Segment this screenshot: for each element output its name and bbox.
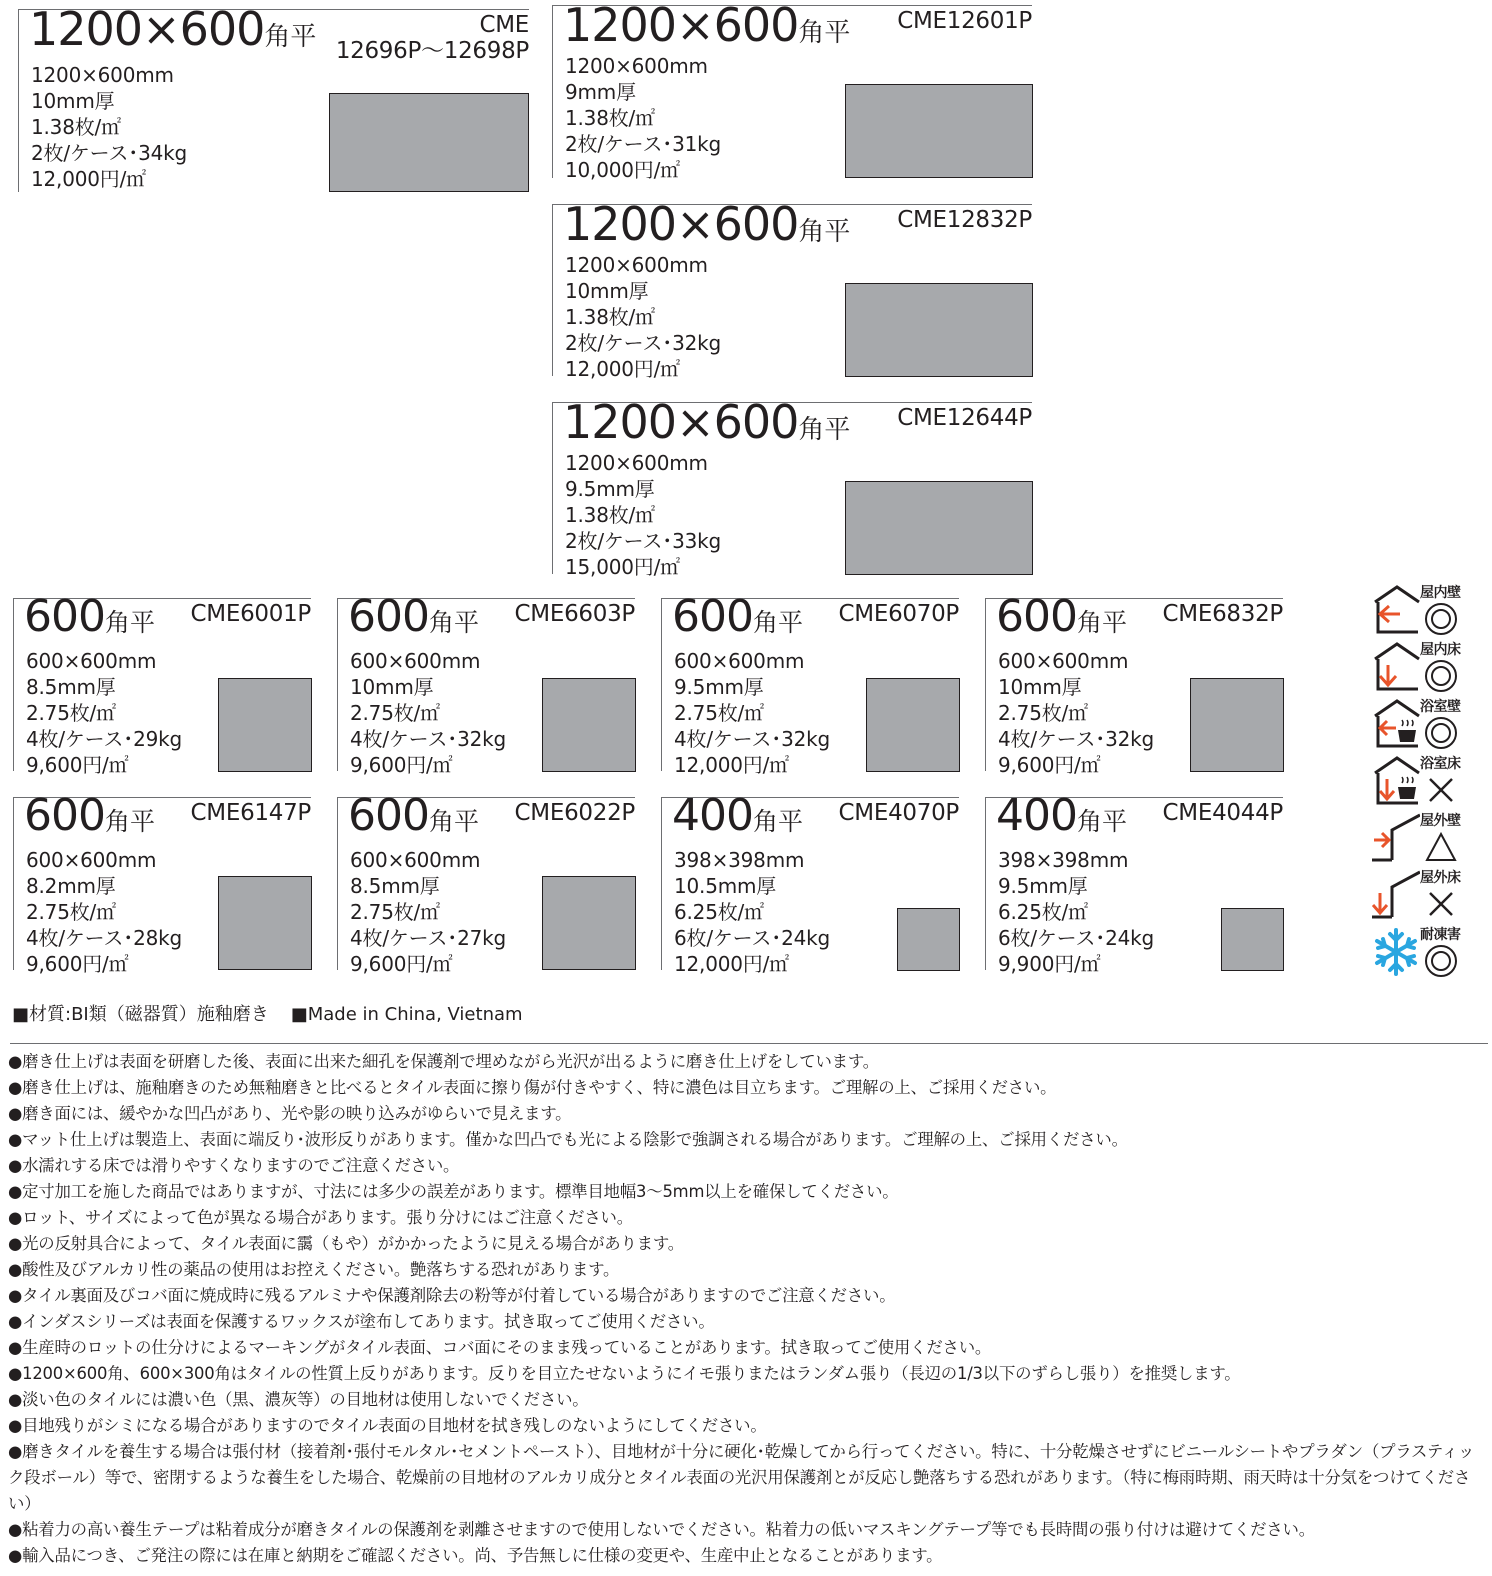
product-card [985, 790, 1283, 976]
double-circle-icon [1424, 716, 1458, 750]
triangle-mark-icon [1424, 830, 1458, 864]
legend-item-frost-resistance [1372, 924, 1484, 981]
product-count-per-sqm: 1.38枚/㎡ [565, 305, 655, 329]
product-thickness: 8.2mm厚 [26, 874, 116, 898]
product-price: 9,600円/㎡ [350, 952, 453, 976]
product-thickness: 8.5mm厚 [26, 675, 116, 699]
product-code: CME6001P [190, 601, 311, 627]
note-item: ●目地残りがシミになる場合がありますのでタイル表面の目地材を拭き残しのないようにしてください。 [8, 1416, 767, 1435]
tile-swatch [845, 283, 1033, 377]
product-count-per-sqm: 2.75枚/㎡ [26, 900, 116, 924]
legend-label: 浴室壁 [1420, 699, 1461, 715]
product-thickness: 9.5mm厚 [998, 874, 1088, 898]
product-price: 12,000円/㎡ [31, 167, 146, 191]
product-count-per-sqm: 2.75枚/㎡ [350, 701, 440, 725]
product-price: 9,600円/㎡ [26, 753, 129, 777]
product-title: 600角平 [348, 591, 479, 642]
product-case: 2枚/ケース･31kg [565, 132, 721, 156]
product-code: CME6147P [190, 800, 311, 826]
double-circle-icon [1424, 944, 1458, 978]
product-card [337, 790, 635, 976]
tile-swatch [845, 481, 1033, 575]
product-case: 4枚/ケース･28kg [26, 926, 182, 950]
product-thickness: 10mm厚 [350, 675, 434, 699]
note-item: ●酸性及びアルカリ性の薬品の使用はお控えください。艶落ちする恐れがあります。 [8, 1260, 620, 1279]
product-size: 398×398mm [998, 848, 1129, 872]
product-code: CME12644P [897, 405, 1032, 431]
product-size: 1200×600mm [565, 451, 708, 475]
product-title: 600角平 [348, 790, 479, 841]
product-count-per-sqm: 1.38枚/㎡ [565, 503, 655, 527]
product-thickness: 8.5mm厚 [350, 874, 440, 898]
product-count-per-sqm: 2.75枚/㎡ [674, 701, 764, 725]
legend-item-outdoor-wall [1372, 810, 1484, 867]
product-code: CME6832P [1162, 601, 1283, 627]
notes-list [8, 1049, 1488, 1569]
material-type: ■材質:BI類（磁器質）施釉磨き [12, 1004, 269, 1025]
product-count-per-sqm: 2.75枚/㎡ [350, 900, 440, 924]
note-item: ●磨き面には、緩やかな凹凸があり、光や影の映り込みがゆらいで見えます。 [8, 1104, 572, 1123]
product-card [985, 591, 1283, 777]
product-count-per-sqm: 6.25枚/㎡ [674, 900, 764, 924]
product-size: 600×600mm [26, 649, 157, 673]
product-thickness: 10mm厚 [565, 279, 649, 303]
product-price: 10,000円/㎡ [565, 158, 680, 182]
product-count-per-sqm: 2.75枚/㎡ [26, 701, 116, 725]
product-size: 600×600mm [26, 848, 157, 872]
product-case: 4枚/ケース･29kg [26, 727, 182, 751]
product-title: 600角平 [672, 591, 803, 642]
outdoor-floor-icon [1372, 869, 1420, 921]
product-price: 9,600円/㎡ [26, 952, 129, 976]
product-case: 6枚/ケース･24kg [998, 926, 1154, 950]
product-code: CME4070P [838, 800, 959, 826]
legend-label: 屋外床 [1420, 870, 1461, 886]
note-item: ●粘着力の高い養生テープは粘着成分が磨きタイルの保護剤を剥離させますので使用しないでください。粘着力の低いマスキングテープ等でも長時間の張り付けは避けてください。 [8, 1520, 1315, 1539]
product-code: CME6070P [838, 601, 959, 627]
product-size: 1200×600mm [565, 54, 708, 78]
legend-item-indoor-wall [1372, 582, 1484, 639]
product-size: 1200×600mm [565, 253, 708, 277]
product-thickness: 10mm厚 [998, 675, 1082, 699]
product-size: 600×600mm [350, 848, 481, 872]
tile-swatch [1221, 908, 1284, 971]
note-item: ●インダスシリーズは表面を保護するワックスが塗布してあります。拭き取ってご使用ください。 [8, 1312, 715, 1331]
product-count-per-sqm: 1.38枚/㎡ [31, 115, 121, 139]
product-case: 2枚/ケース･33kg [565, 529, 721, 553]
product-price: 9,600円/㎡ [350, 753, 453, 777]
usage-legend [1372, 582, 1484, 981]
tile-swatch [845, 84, 1033, 178]
tile-swatch [897, 908, 960, 971]
tile-swatch [218, 876, 312, 970]
snowflake-icon [1372, 926, 1420, 978]
product-title: 1200×600角平 [563, 0, 851, 52]
product-size: 600×600mm [998, 649, 1129, 673]
double-circle-icon [1424, 659, 1458, 693]
note-item: ●定寸加工を施した商品ではありますが、寸法には多少の誤差があります。標準目地幅3～5mm以上を確保してください。 [8, 1182, 899, 1201]
product-card [552, 197, 1032, 381]
product-code: CME12601P [897, 8, 1032, 34]
product-price: 15,000円/㎡ [565, 555, 680, 579]
note-item: ●光の反射具合によって、タイル表面に靄（もや）がかかったように見える場合があります。 [8, 1234, 684, 1253]
legend-item-bath-wall [1372, 696, 1484, 753]
note-item: ●生産時のロットの仕分けによるマーキングがタイル表面、コバ面にそのまま残っていることがあります。拭き取ってご使用ください。 [8, 1338, 992, 1357]
legend-label: 屋内壁 [1420, 585, 1461, 601]
product-thickness: 9.5mm厚 [674, 675, 764, 699]
product-size: 600×600mm [674, 649, 805, 673]
product-card [13, 591, 311, 777]
product-thickness: 10.5mm厚 [674, 874, 777, 898]
tile-swatch [218, 678, 312, 772]
product-code: CME 12696P～12698P [335, 12, 529, 64]
origin: ■Made in China, Vietnam [290, 1004, 523, 1025]
product-price: 9,900円/㎡ [998, 952, 1101, 976]
tile-swatch [542, 678, 636, 772]
outdoor-wall-icon [1372, 812, 1420, 864]
product-count-per-sqm: 2.75枚/㎡ [998, 701, 1088, 725]
legend-label: 屋内床 [1420, 642, 1461, 658]
bath-wall-icon [1372, 698, 1420, 750]
note-item: ●タイル裏面及びコバ面に焼成時に残るアルミナや保護剤除去の粉等が付着している場合がありますのでご注意ください。 [8, 1286, 896, 1305]
legend-item-indoor-floor [1372, 639, 1484, 696]
product-card [552, 395, 1032, 579]
tile-swatch [542, 876, 636, 970]
note-item: ●マット仕上げは製造上、表面に端反り･波形反りがあります。僅かな凹凸でも光による陰影で強調される場合があります。ご理解の上、ご採用ください。 [8, 1130, 1128, 1149]
product-price: 12,000円/㎡ [674, 952, 789, 976]
product-title: 400角平 [996, 790, 1127, 841]
tile-swatch [1190, 678, 1284, 772]
note-item: ●輸入品につき、ご発注の際には在庫と納期をご確認ください。尚、予告無しに仕様の変更や、生産中止となることがあります。 [8, 1546, 943, 1565]
product-thickness: 10mm厚 [31, 89, 115, 113]
double-circle-icon [1424, 602, 1458, 636]
product-title: 1200×600角平 [563, 395, 851, 449]
product-case: 2枚/ケース･34kg [31, 141, 187, 165]
product-price: 12,000円/㎡ [674, 753, 789, 777]
product-title: 600角平 [24, 790, 155, 841]
product-thickness: 9mm厚 [565, 80, 636, 104]
product-case: 4枚/ケース･32kg [998, 727, 1154, 751]
product-size: 600×600mm [350, 649, 481, 673]
note-item: ●磨き仕上げは表面を研磨した後、表面に出来た細孔を保護剤で埋めながら光沢が出るように磨き仕上げをしています。 [8, 1052, 879, 1071]
indoor-floor-icon [1372, 641, 1420, 693]
note-item: ●水濡れする床では滑りやすくなりますのでご注意ください。 [8, 1156, 460, 1175]
product-count-per-sqm: 6.25枚/㎡ [998, 900, 1088, 924]
material-info [12, 1000, 545, 1026]
legend-label: 耐凍害 [1420, 927, 1461, 943]
product-code: CME6603P [514, 601, 635, 627]
note-item: ●磨きタイルを養生する場合は張付材（接着剤･張付モルタル･セメントペースト）、目地材が十分に硬化･乾燥してから行ってください。特に、十分乾燥させずにビニールシートやプラダン（プラスティック段ボール）等で、密閉するような養生をした場合、乾燥前の目地材のアルカリ成分とタイル表面の光沢用保護剤とが反応し艶落ちする恐れがあります。（特に梅雨時期、雨天時は十分気をつけてください） [8, 1442, 1475, 1513]
cross-mark-icon [1424, 887, 1458, 921]
product-size: 398×398mm [674, 848, 805, 872]
indoor-wall-icon [1372, 584, 1420, 636]
tile-swatch [866, 678, 960, 772]
legend-label: 浴室床 [1420, 756, 1461, 772]
product-price: 12,000円/㎡ [565, 357, 680, 381]
product-thickness: 9.5mm厚 [565, 477, 655, 501]
note-item: ●淡い色のタイルには濃い色（黒、濃灰等）の目地材は使用しないでください。 [8, 1390, 589, 1409]
product-code: CME6022P [514, 800, 635, 826]
product-title: 1200×600角平 [29, 2, 317, 56]
product-card [661, 591, 959, 777]
cross-mark-icon [1424, 773, 1458, 807]
bath-floor-icon [1372, 755, 1420, 807]
product-price: 9,600円/㎡ [998, 753, 1101, 777]
product-title: 1200×600角平 [563, 197, 851, 251]
product-title: 600角平 [24, 591, 155, 642]
product-card [552, 0, 1032, 182]
note-item: ●磨き仕上げは、施釉磨きのため無釉磨きと比べるとタイル表面に擦り傷が付きやすく、特に濃色は目立ちます。ご理解の上、ご採用ください。 [8, 1078, 1057, 1097]
product-size: 1200×600mm [31, 63, 174, 87]
legend-label: 屋外壁 [1420, 813, 1461, 829]
product-title: 600角平 [996, 591, 1127, 642]
product-case: 6枚/ケース･24kg [674, 926, 830, 950]
note-item: ●1200×600角、600×300角はタイルの性質上反りがあります。反りを目立たせないようにイモ張りまたはランダム張り（長辺の1/3以下のずらし張り）を推奨します。 [8, 1364, 1241, 1383]
legend-item-outdoor-floor [1372, 867, 1484, 924]
product-card [13, 790, 311, 976]
product-card [661, 790, 959, 976]
product-case: 2枚/ケース･32kg [565, 331, 721, 355]
product-code: CME4044P [1162, 800, 1283, 826]
product-case: 4枚/ケース･32kg [674, 727, 830, 751]
legend-item-bath-floor [1372, 753, 1484, 810]
product-code: CME12832P [897, 207, 1032, 233]
product-case: 4枚/ケース･32kg [350, 727, 506, 751]
product-card [337, 591, 635, 777]
product-count-per-sqm: 1.38枚/㎡ [565, 106, 655, 130]
product-card [18, 2, 529, 192]
tile-swatch [329, 93, 529, 192]
product-title: 400角平 [672, 790, 803, 841]
note-item: ●ロット、サイズによって色が異なる場合があります。張り分けにはご注意ください。 [8, 1208, 633, 1227]
product-case: 4枚/ケース･27kg [350, 926, 506, 950]
divider [10, 1043, 1488, 1044]
